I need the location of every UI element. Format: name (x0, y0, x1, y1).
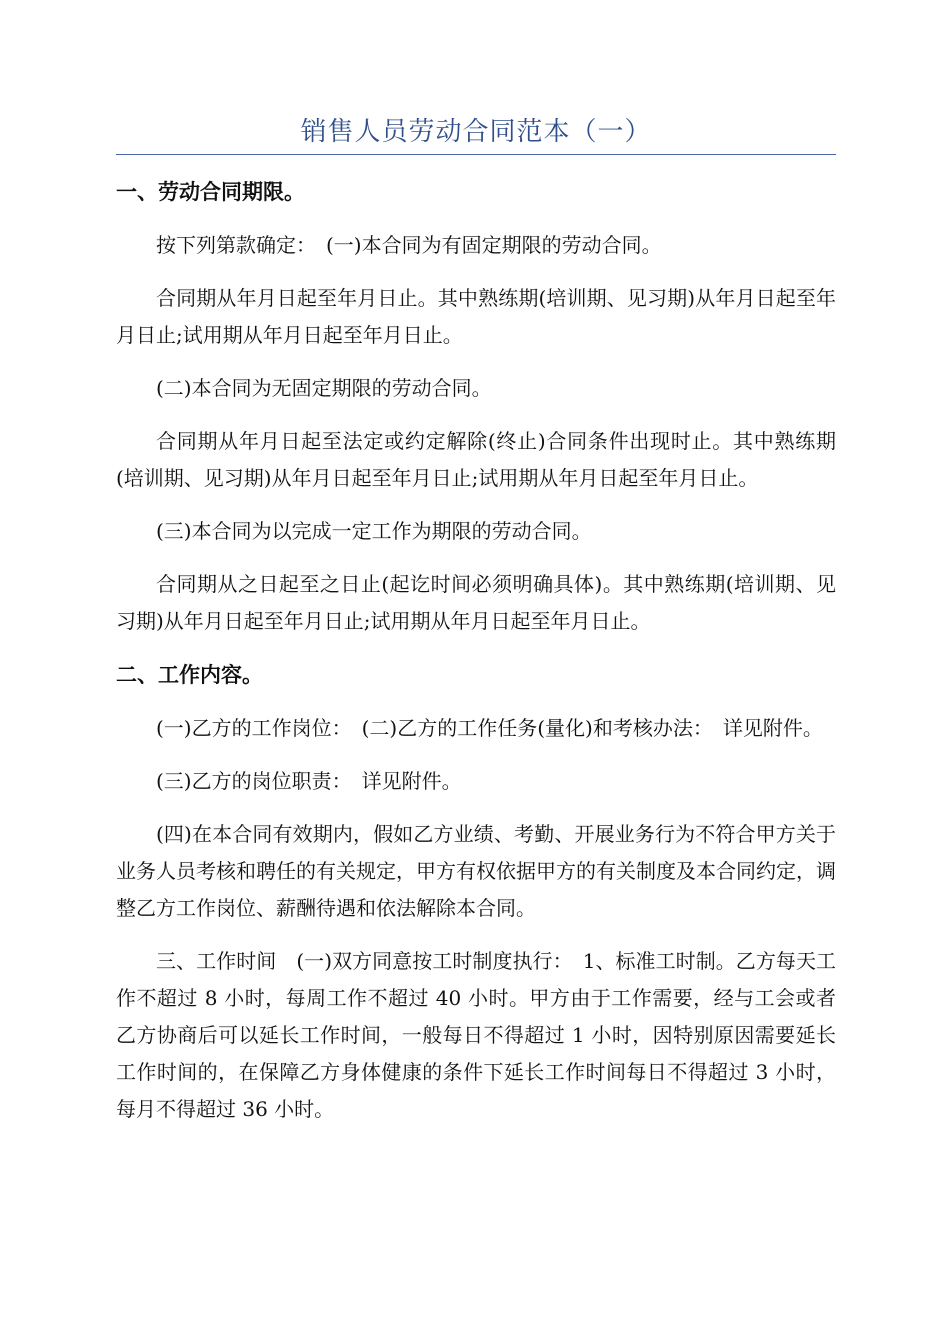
paragraph-open-ended-contract: (二)本合同为无固定期限的劳动合同。 (156, 376, 492, 400)
paragraph-fixed-term-period: 合同期从年月日起至年月日止。其中熟练期(培训期、见习期)从年月日起至年月日止;试用期从年月日起至年月日止。 (116, 286, 836, 347)
paragraph-open-ended-period: 合同期从年月日起至法定或约定解除(终止)合同条件出现时止。其中熟练期(培训期、见习期)从年月日起至年月日止;试用期从年月日起至年月日止。 (116, 429, 836, 490)
paragraph-term-options: 按下列第款确定： (一)本合同为有固定期限的劳动合同。 (156, 233, 662, 257)
document-body (116, 173, 836, 1144)
section-heading-term: 一、劳动合同期限。 (116, 180, 305, 204)
paragraph-working-hours: 三、工作时间 (一)双方同意按工时制度执行： 1、标准工时制。乙方每天工作不超过 8 小时，每周工作不超过 40 小时。甲方由于工作需要，经与工会或者乙方协商后可以延长工作时间，一般每日不得超过 1 小时，因特别原因需要延长工作时间的，在保障乙方身体健康的条件下延长工作时间每日不得超过 3 小时，每月不得超过 36 小时。 (116, 949, 836, 1121)
document-title: 销售人员劳动合同范本（一） (300, 117, 652, 147)
paragraph-task-based-period: 合同期从之日起至之日止(起讫时间必须明确具体)。其中熟练期(培训期、见习期)从年月日起至年月日止;试用期从年月日起至年月日止。 (116, 572, 836, 633)
paragraph-adjustment-clause: (四)在本合同有效期内，假如乙方业绩、考勤、开展业务行为不符合甲方关于业务人员考核和聘任的有关规定，甲方有权依据甲方的有关制度及本合同约定，调整乙方工作岗位、薪酬待遇和依法解除本合同。 (116, 822, 836, 920)
paragraph-task-based-contract: (三)本合同为以完成一定工作为期限的劳动合同。 (156, 519, 592, 543)
title-underline (116, 154, 836, 155)
section-heading-work-content: 二、工作内容。 (116, 663, 263, 687)
paragraph-job-position: (一)乙方的工作岗位： (二)乙方的工作任务(量化)和考核办法： 详见附件。 (156, 716, 823, 740)
paragraph-job-duties: (三)乙方的岗位职责： 详见附件。 (156, 769, 462, 793)
